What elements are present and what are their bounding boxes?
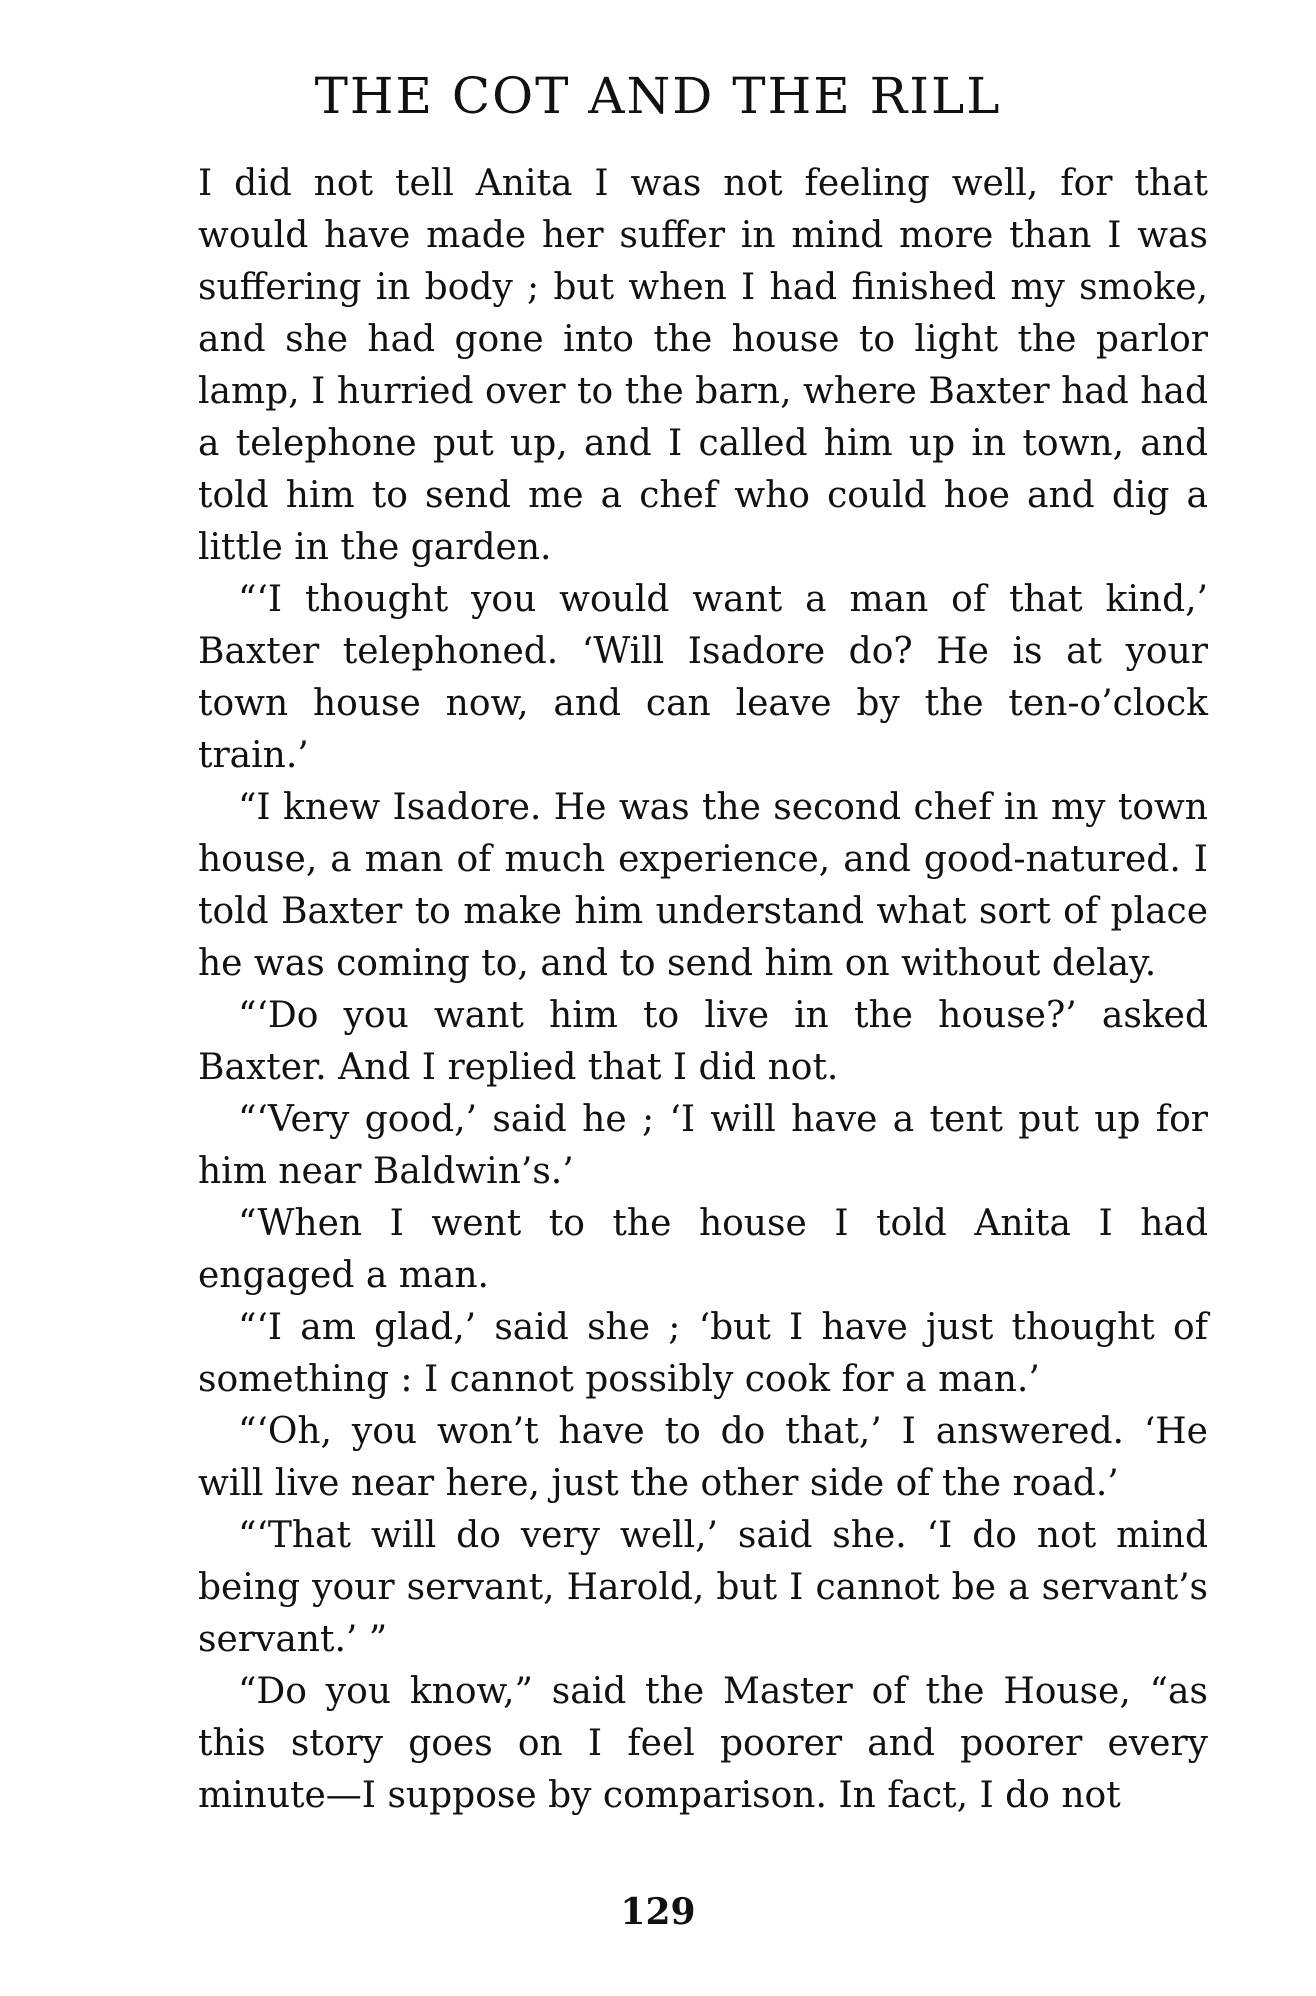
paragraph: “When I went to the house I told Anita I had engaged a man. xyxy=(198,1203,1208,1296)
paragraph: “Do you know,” said the Master of the House, “as this story goes on I feel poorer and poorer every minute—I suppose by comparison. In fact, I do not xyxy=(198,1671,1208,1816)
paragraph: “‘Oh, you won’t have to do that,’ I answered. ‘He will live near here, just the other side of the road.’ xyxy=(198,1411,1208,1504)
page-number: 129 xyxy=(620,1891,696,1933)
paragraph: “‘I am glad,’ said she ; ‘but I have just thought of something : I cannot possibly cook for a man.’ xyxy=(198,1307,1208,1400)
paragraph: I did not tell Anita I was not feeling well, for that would have made her suffer in mind more than I was suffering in body ; but when I had finished my smoke, and she had gone into the house to light the parlor lamp, I hurried over to the barn, where Baxter had had a telephone put up, and I called him up in town, and told him to send me a chef who could hoe and dig a little in the garden. xyxy=(198,163,1208,568)
paragraph: “‘Very good,’ said he ; ‘I will have a tent put up for him near Baldwin’s.’ xyxy=(198,1099,1208,1192)
running-head: THE COT AND THE RILL xyxy=(314,67,1002,125)
paragraph: “‘I thought you would want a man of that kind,’ Baxter telephoned. ‘Will Isadore do? He is at your town house now, and can leave by the ten-o’clock train.’ xyxy=(198,579,1208,776)
paragraph: “‘That will do very well,’ said she. ‘I do not mind being your servant, Harold, but I cannot be a servant’s servant.’ ” xyxy=(198,1515,1208,1660)
paragraph: “I knew Isadore. He was the second chef in my town house, a man of much experience, and good-natured. I told Baxter to make him understand what sort of place he was coming to, and to send him on without delay. xyxy=(198,787,1208,984)
paragraph: “‘Do you want him to live in the house?’ asked Baxter. And I replied that I did not. xyxy=(198,995,1208,1088)
body-text xyxy=(198,158,1208,1822)
